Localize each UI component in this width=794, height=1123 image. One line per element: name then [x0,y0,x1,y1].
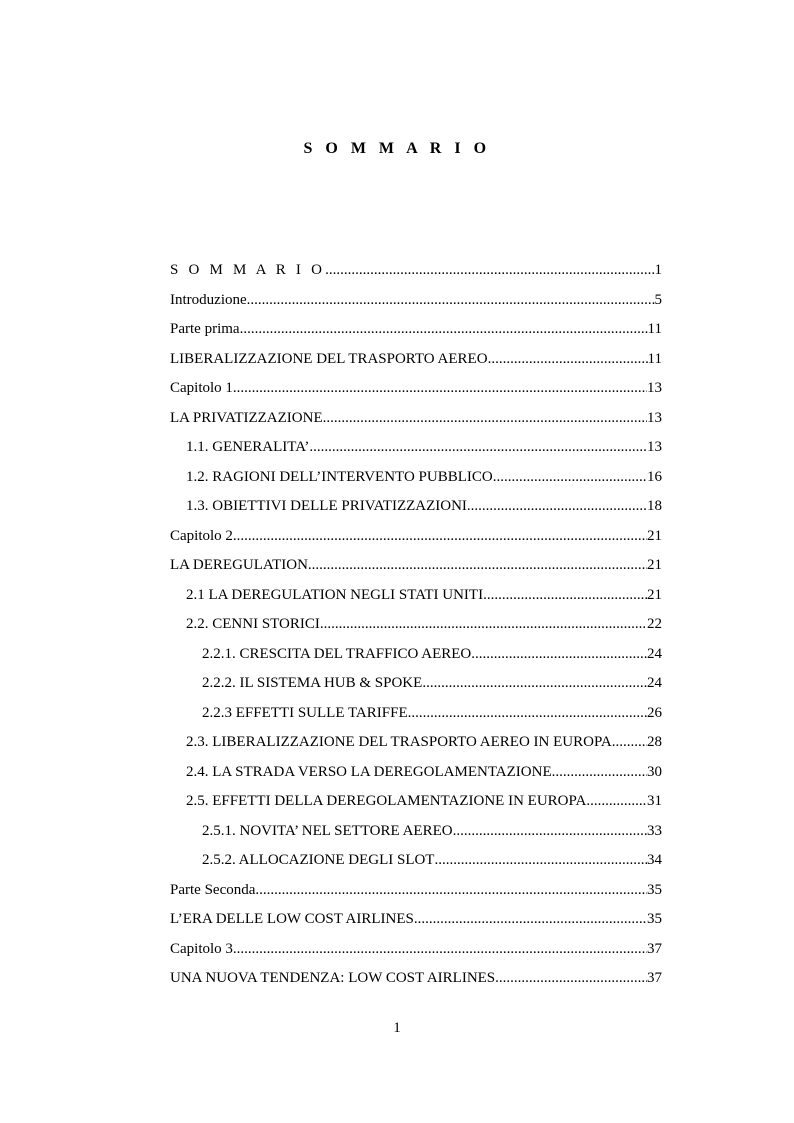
toc-entry-title: S O M M A R I O [170,262,326,278]
toc-entry[interactable] [170,581,662,611]
toc-dot-leader [453,817,647,847]
toc-dot-leader [552,758,647,788]
toc-entry[interactable] [170,846,662,876]
toc-entry-page: 35 [647,881,662,898]
page-number: 1 [393,1020,401,1036]
toc-entry[interactable] [170,935,662,965]
toc-entry-title: 2.2. CENNI STORICI [186,616,320,632]
toc-dot-leader [586,787,647,817]
toc-entry-title: UNA NUOVA TENDENZA: LOW COST AIRLINES [170,970,496,986]
toc-entry[interactable] [170,905,662,935]
toc-dot-leader [408,699,647,729]
toc-entry-title: Capitolo 1 [170,380,233,396]
toc-entry-title: 2.3. LIBERALIZZAZIONE DEL TRASPORTO AEREO IN EUROPA [186,734,612,750]
toc-entry[interactable] [170,876,662,906]
toc-entry[interactable] [170,787,662,817]
toc-entry-title: Capitolo 3 [170,940,233,957]
toc-entry-title: Introduzione [170,291,247,308]
toc-entry-page: 31 [647,793,662,809]
toc-dot-leader [495,964,647,994]
toc-entry-page: 33 [647,822,662,839]
toc-entry-page: 37 [647,940,662,957]
toc-dot-leader [233,522,647,552]
toc-dot-leader [434,846,647,876]
toc-entry-title: 2.2.2. IL SISTEMA HUB & SPOKE [202,675,423,691]
toc-entry[interactable] [170,817,662,847]
toc-entry-title: 1.3. OBIETTIVI DELLE PRIVATIZZAZIONI [186,498,467,514]
toc-entry-page: 18 [647,498,662,514]
toc-entry[interactable] [170,522,662,552]
toc-entry-page: 5 [654,291,662,308]
toc-entry-title: Parte Seconda [170,881,256,898]
toc-entry-page: 26 [647,704,662,721]
toc-entry-title: LIBERALIZZAZIONE DEL TRASPORTO AEREO [170,350,488,367]
toc-entry-page: 11 [647,350,662,367]
toc-entry[interactable] [170,699,662,729]
toc-entry[interactable] [170,463,662,493]
toc-entry-title: 2.4. LA STRADA VERSO LA DEREGOLAMENTAZIONE [186,763,552,780]
toc-entry-page: 21 [647,527,662,544]
toc-entry-title: LA DEREGULATION [170,557,308,573]
toc-entry[interactable] [170,640,662,670]
toc-entry-title: Parte prima [170,321,240,337]
toc-entry[interactable] [170,728,662,758]
toc-entry[interactable] [170,964,662,994]
toc-dot-leader [422,669,647,699]
toc-entry-page: 16 [647,468,662,485]
toc-dot-leader [320,610,647,640]
toc-dot-leader [247,286,655,316]
toc-entry-title: 1.1. GENERALITA’ [186,439,310,455]
toc-dot-leader [308,551,647,581]
toc-dot-leader [255,876,647,906]
toc-entry-page: 1 [654,262,662,278]
toc-entry[interactable] [170,345,662,375]
toc-entry-title: 2.5. EFFETTI DELLA DEREGOLAMENTAZIONE IN EUROPA [186,793,587,809]
toc-entry-title: 1.2. RAGIONI DELL’INTERVENTO PUBBLICO [186,468,493,485]
toc-entry-page: 34 [647,852,662,868]
toc-dot-leader [233,374,647,404]
toc-dot-leader [325,256,654,286]
toc-entry[interactable] [170,610,662,640]
toc-dot-leader [493,463,647,493]
toc-entry-title: 2.5.1. NOVITA’ NEL SETTORE AEREO [202,822,453,839]
toc-entry-page: 24 [647,645,662,662]
toc-entry-title: L’ERA DELLE LOW COST AIRLINES [170,911,414,927]
toc-dot-leader [612,728,647,758]
toc-entry[interactable] [170,374,662,404]
toc-entry[interactable] [170,551,662,581]
toc-entry-title: Capitolo 2 [170,527,233,544]
toc-entry[interactable] [170,286,662,316]
toc-entry-title: LA PRIVATIZZAZIONE [170,409,323,426]
table-of-contents [170,256,662,994]
toc-entry-page: 37 [647,970,662,986]
toc-dot-leader [483,581,647,611]
toc-entry-page: 35 [647,911,662,927]
toc-entry-title: 2.1 LA DEREGULATION NEGLI STATI UNITI [186,586,484,603]
toc-dot-leader [240,315,648,345]
toc-entry-page: 24 [647,675,662,691]
toc-dot-leader [233,935,647,965]
toc-dot-leader [414,905,647,935]
toc-entry-title: 2.5.2. ALLOCAZIONE DEGLI SLOT [202,852,435,868]
toc-entry[interactable] [170,256,662,286]
toc-entry-page: 11 [647,321,662,337]
toc-entry-page: 13 [647,409,662,426]
toc-entry-title: 2.2.3 EFFETTI SULLE TARIFFE [202,704,408,721]
toc-dot-leader [471,640,647,670]
toc-entry-page: 30 [647,763,662,780]
toc-entry-page: 21 [647,557,662,573]
toc-entry[interactable] [170,758,662,788]
toc-entry[interactable] [170,433,662,463]
toc-dot-leader [309,433,647,463]
toc-dot-leader [488,345,648,375]
toc-entry-page: 13 [647,380,662,396]
toc-entry-page: 13 [647,439,662,455]
toc-dot-leader [323,404,647,434]
toc-entry-page: 22 [647,616,662,632]
toc-entry[interactable] [170,669,662,699]
page-title: S O M M A R I O [303,140,491,157]
toc-entry[interactable] [170,404,662,434]
toc-dot-leader [467,492,647,522]
toc-entry[interactable] [170,315,662,345]
toc-entry-title: 2.2.1. CRESCITA DEL TRAFFICO AEREO [202,645,472,662]
toc-entry[interactable] [170,492,662,522]
toc-entry-page: 21 [647,586,662,603]
toc-entry-page: 28 [647,734,662,750]
